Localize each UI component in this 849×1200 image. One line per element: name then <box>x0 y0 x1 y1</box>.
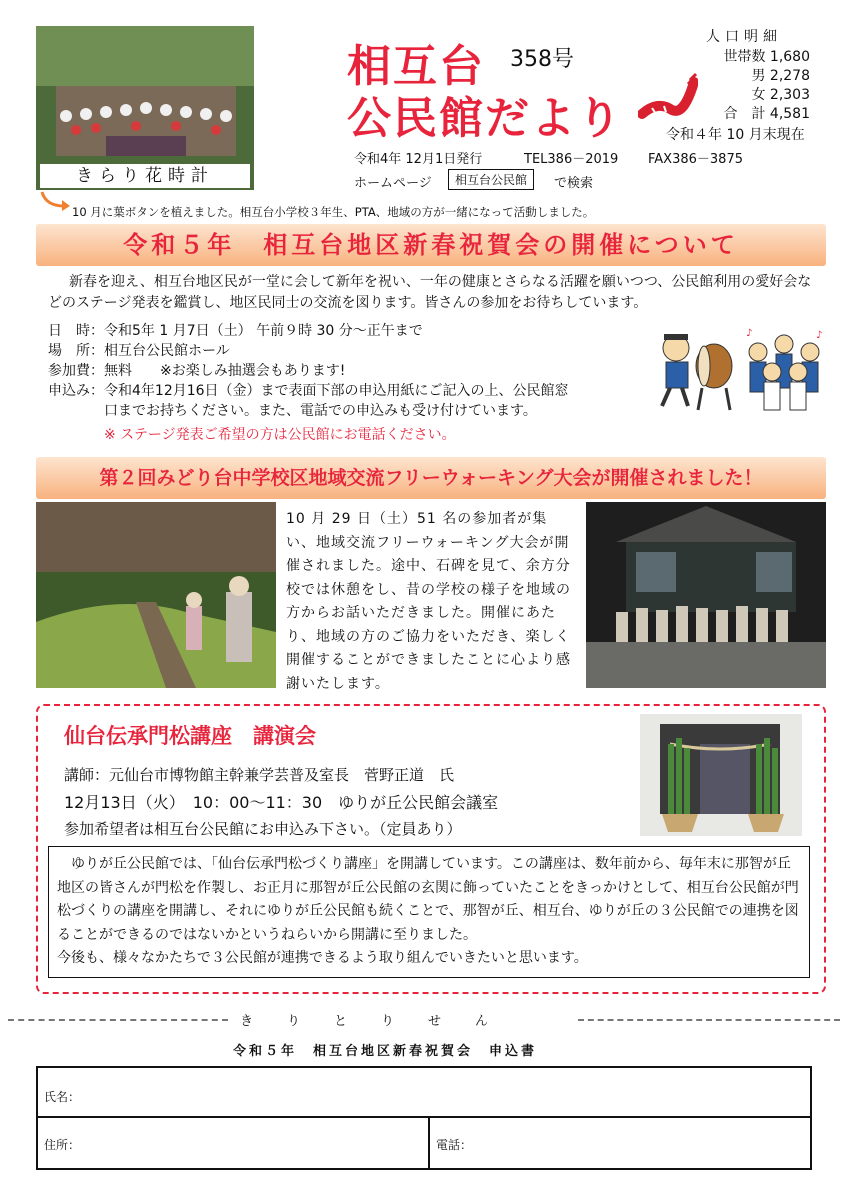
fax-number: FAX386－3875 <box>648 152 743 167</box>
event-application: 申込み：令和4年12月16日（金）まで表面下部の申込用紙にご記入の上、公民館窓 <box>48 383 569 399</box>
event-venue: 場 所：相互台公民館ホール <box>48 343 230 359</box>
photo-caption: きらり花時計 <box>40 164 250 188</box>
kadomatsu-photo <box>640 714 802 836</box>
event-application-cont: 口までお持ちください。また、電話での申込みも受け付けています。 <box>104 403 537 419</box>
name-field[interactable] <box>36 1066 812 1118</box>
population-row-households: 世帯数 1,680 <box>723 49 810 65</box>
section1-intro: 新春を迎え、相互台地区民が一堂に会して新年を祝い、一年の健康とさらなる活躍を願いつつ、公民館利用の愛好会などのステージ発表を鑑賞し、地区民同士の交流を図ります。皆さんの参加をお待ちしています。 <box>48 274 812 311</box>
stage-note: ※ ステージ発表ご希望の方は公民館にお電話ください。 <box>104 427 456 443</box>
population-row-total: 合 計 4,581 <box>723 106 810 122</box>
form-divider <box>428 1118 430 1170</box>
svg-text:♪: ♪ <box>746 328 753 339</box>
publication-date: 令和4年 12月1日発行 <box>354 152 483 167</box>
cut-line <box>8 1019 228 1021</box>
lecture-datetime: 12月13日（火） 10：00～11：30 ゆりが丘公民館会議室 <box>64 793 499 812</box>
section2-heading: 第２回みどり台中学校区地域交流フリーウォーキング大会が開催されました！ <box>36 457 826 499</box>
population-title: 人口明細 <box>706 29 782 45</box>
issue-number: 358号 <box>510 47 574 72</box>
lecture-description: ゆりが丘公民館では、「仙台伝承門松づくり講座」を開講しています。この講座は、数年前から、毎年末に那智が丘地区の皆さんが門松を作製し、お正月に那智が丘公民館の玄関に飾っていたことをきっかけとして、相互台公民館が門松づくりの講座を開講し、それにゆりが丘公民館も続くことで、那智が丘、相互台、ゆりが丘の３公民館での連携を図ることができるのではないかというねらいから開講に至りました。 <box>57 856 799 943</box>
newsletter-title-line1: 相互台 <box>347 41 485 92</box>
address-label: 住所： <box>44 1138 81 1152</box>
walking-trail-photo <box>36 502 276 688</box>
section1-heading: 令和５年 相互台地区新春祝賀会の開催について <box>36 224 826 266</box>
arrow-icon <box>40 190 72 212</box>
lecture-title: 仙台伝承門松講座 講演会 <box>64 724 316 748</box>
event-datetime: 日 時：令和5年 1 月7日（土） 午前９時 30 分～正午まで <box>48 323 423 339</box>
lecture-description-box <box>48 846 810 978</box>
svg-text:♪: ♪ <box>816 330 823 341</box>
cut-line-label: きりとりせん <box>240 1014 523 1029</box>
event-fee: 参加費：無料 ※お楽しみ抽選会もあります! <box>48 363 346 379</box>
name-label: 氏名： <box>44 1090 81 1104</box>
lecture-closing: 今後も、様々なかたちで３公民館が連携できるよう取り組んでいきたいと思います。 <box>57 950 588 966</box>
group-photo <box>586 502 826 688</box>
scarf-icon <box>638 70 698 130</box>
phone-label: 電話： <box>436 1138 473 1152</box>
walking-event-report: 10 月 29 日（土）51 名の参加者が集い、地域交流フリーウォーキング大会が開催されました。途中、石碑を見て、余方分校では休憩をし、昔の学校の様子を地域の方からお話いただきました。開催にあたり、地域の方のご協力をいただき、楽しく開催することができましたことに心より感謝いたします。 <box>286 511 571 692</box>
lecture-apply-info: 参加希望者は相互台公民館にお申込み下さい。（定員あり） <box>64 820 462 838</box>
homepage-search-suffix: で検索 <box>554 176 594 191</box>
population-row-female: 女 2,303 <box>751 87 810 103</box>
homepage-label: ホームページ <box>354 176 432 191</box>
population-as-of: 令和４年 10 月末現在 <box>666 127 805 143</box>
application-form-title: 令和５年 相互台地区新春祝賀会 申込書 <box>233 1044 538 1059</box>
newsletter-title-line2: 公民館だより <box>347 93 623 144</box>
photo-note: 10 月に葉ボタンを植えました。相互台小学校３年生、PTA、地域の方が一緒になって活動しました。 <box>72 205 595 219</box>
population-row-male: 男 2,278 <box>751 68 810 84</box>
homepage-search-box: 相互台公民館 <box>448 169 534 190</box>
lecturer-info: 講師：元仙台市博物館主幹兼学芸普及室長 菅野正道 氏 <box>64 766 455 784</box>
singers-illustration-icon <box>742 326 828 412</box>
phone-number: TEL386－2019 <box>524 152 619 167</box>
cut-line <box>578 1019 840 1021</box>
drummer-illustration-icon <box>652 326 736 412</box>
